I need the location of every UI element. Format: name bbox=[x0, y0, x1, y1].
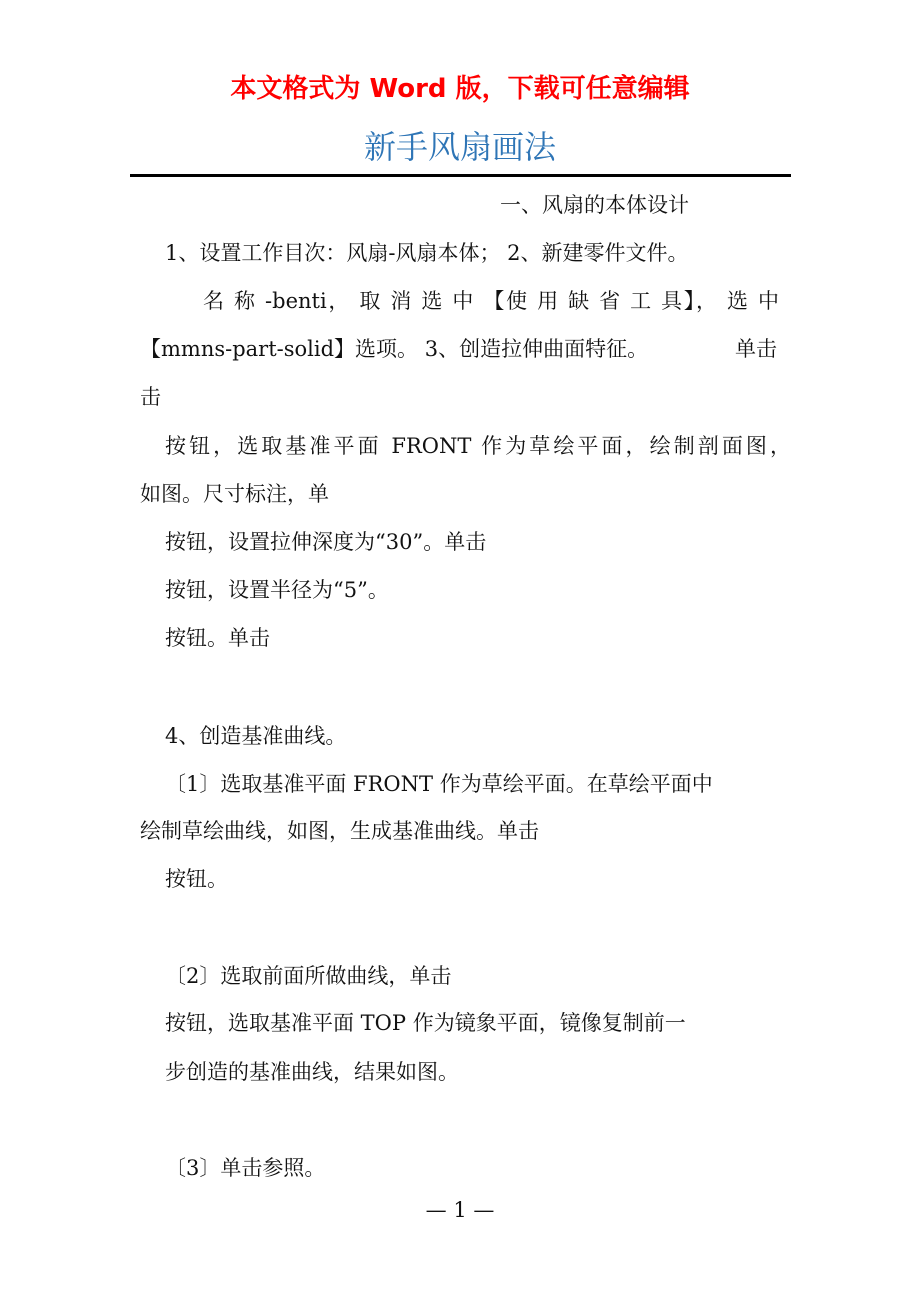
paragraph-line: 按钮，选取基准平面 FRONT 作为草绘平面，绘制剖面图， bbox=[165, 434, 791, 458]
paragraph-line: 击 bbox=[140, 385, 161, 409]
paragraph-line: 按钮，设置拉伸深度为“30”。单击 bbox=[165, 530, 487, 554]
section-heading: 一、风扇的本体设计 bbox=[500, 193, 689, 217]
paragraph-line: 按钮。单击 bbox=[165, 626, 270, 650]
paragraph-line: 步创造的基准曲线，结果如图。 bbox=[165, 1060, 459, 1084]
paragraph-line: 【mmns-part-solid】选项。 3、创造拉伸曲面特征。 bbox=[140, 337, 649, 361]
paragraph-line: 绘制草绘曲线，如图，生成基准曲线。单击 bbox=[140, 819, 539, 843]
paragraph-line: 名 称 -benti， 取 消 选 中 【使 用 缺 省 工 具】， 选 中 bbox=[203, 289, 779, 313]
format-notice-banner: 本文格式为 Word 版，下载可任意编辑 bbox=[230, 74, 690, 104]
paragraph-line: 按钮，设置半径为“5”。 bbox=[165, 578, 389, 602]
page-number: — 1 — bbox=[425, 1198, 495, 1222]
paragraph-line: 〔1〕选取基准平面 FRONT 作为草绘平面。在草绘平面中 bbox=[165, 772, 713, 796]
paragraph-line: 按钮，选取基准平面 TOP 作为镜象平面，镜像复制前一 bbox=[165, 1011, 686, 1035]
paragraph-line: 如图。尺寸标注，单 bbox=[140, 482, 329, 506]
paragraph-line: 1、设置工作目次：风扇-风扇本体； 2、新建零件文件。 bbox=[165, 241, 689, 265]
paragraph-line: 〔3〕单击参照。 bbox=[165, 1156, 326, 1180]
paragraph-line: 单击 bbox=[735, 337, 777, 361]
paragraph-line: 4、创造基准曲线。 bbox=[165, 724, 347, 748]
document-title: 新手风扇画法 bbox=[363, 128, 556, 166]
paragraph-line: 按钮。 bbox=[165, 867, 228, 891]
title-divider bbox=[130, 174, 791, 177]
paragraph-line: 〔2〕选取前面所做曲线，单击 bbox=[165, 964, 452, 988]
